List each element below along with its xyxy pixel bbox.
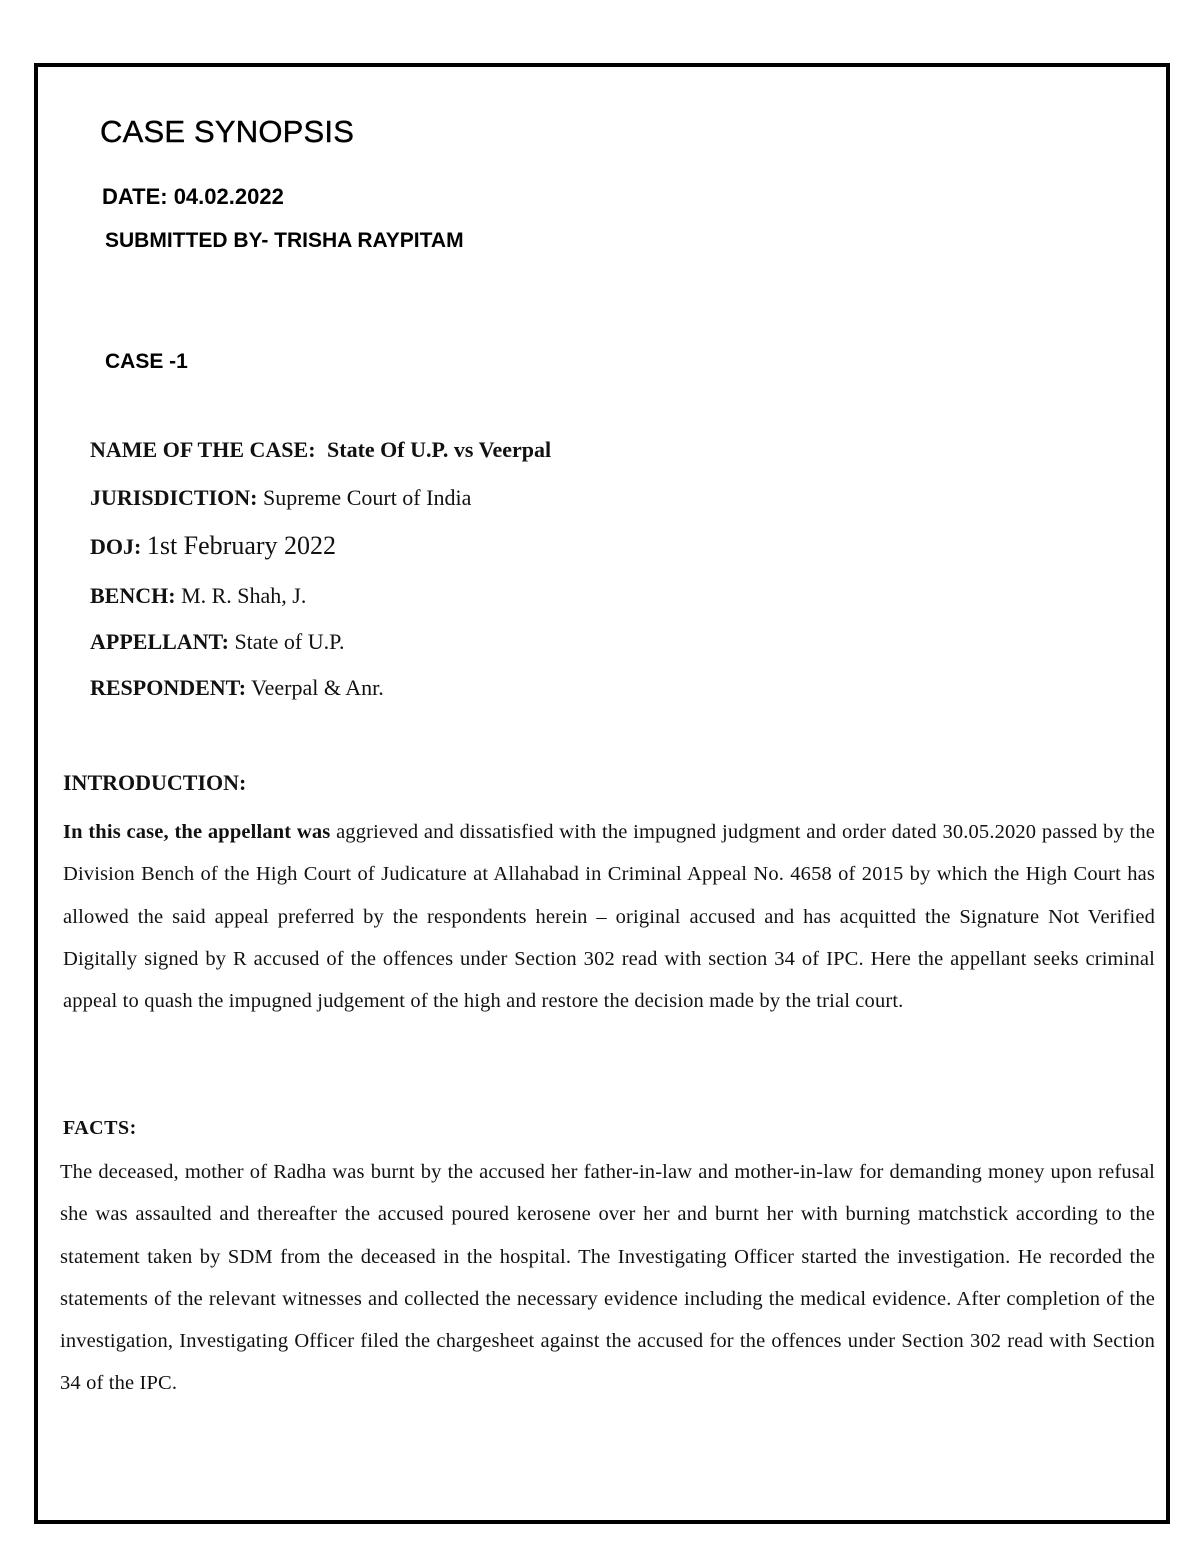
doj-value: 1st February 2022 [146,531,337,560]
facts-paragraph: The deceased, mother of Radha was burnt by the accused her father-in-law and mother-in-law for demanding money upon refusal she was assaulted and thereafter the accused poured kerosene over her and burnt her with burning matchstick according to the statement taken by SDM from the deceased in the hospital. The Investigating Officer started the investigation. He recorded the statements of the relevant witnesses and collected the necessary evidence including the medical evidence. After completion of the investigation, Investigating Officer filed the chargesheet against the accused for the offences under Section 302 read with Section 34 of the IPC. [60,1161,1155,1395]
appellant-label: APPELLANT: [90,629,229,654]
case-number: CASE -1 [105,350,188,373]
jurisdiction-label: JURISDICTION: [90,485,258,510]
jurisdiction-value: Supreme Court of India [262,485,472,510]
facts-heading: FACTS: [63,1117,137,1139]
case-name-row [90,437,551,463]
document-date: DATE: 04.02.2022 [102,184,284,209]
respondent-value: Veerpal & Anr. [251,675,384,700]
appellant-value: State of U.P. [234,629,345,654]
bench-row [90,583,306,609]
case-name-label: NAME OF THE CASE: [90,437,316,462]
introduction-text: aggrieved and dissatisfied with the impugned judgment and order dated 30.05.2020 passed by the Division Bench of the High Court of Judicature at Allahabad in Criminal Appeal No. 4658 of 2015 by which the High Court has allowed the said appeal preferred by the respondents herein – original accused and has acquitted the Signature Not Verified Digitally signed by R accused of the offences under Section 302 read with section 34 of IPC. Here the appellant seeks criminal appeal to quash the impugned judgement of the high and restore the decision made by the trial court. [63,821,1156,1013]
submitted-by: SUBMITTED BY- TRISHA RAYPITAM [105,229,464,252]
doj-row [90,531,336,561]
respondent-row [90,675,384,701]
bench-label: BENCH: [90,583,176,608]
doj-label: DOJ: [90,534,142,559]
document-title: CASE SYNOPSIS [100,114,355,149]
case-name-value: State Of U.P. vs Veerpal [327,437,552,462]
jurisdiction-row [90,485,471,511]
appellant-row [90,629,344,655]
bench-value: M. R. Shah, J. [181,583,307,608]
introduction-heading: INTRODUCTION: [63,770,247,795]
respondent-label: RESPONDENT: [90,675,247,700]
introduction-paragraph [63,811,1155,1022]
introduction-lead: In this case, the appellant was [63,821,331,843]
